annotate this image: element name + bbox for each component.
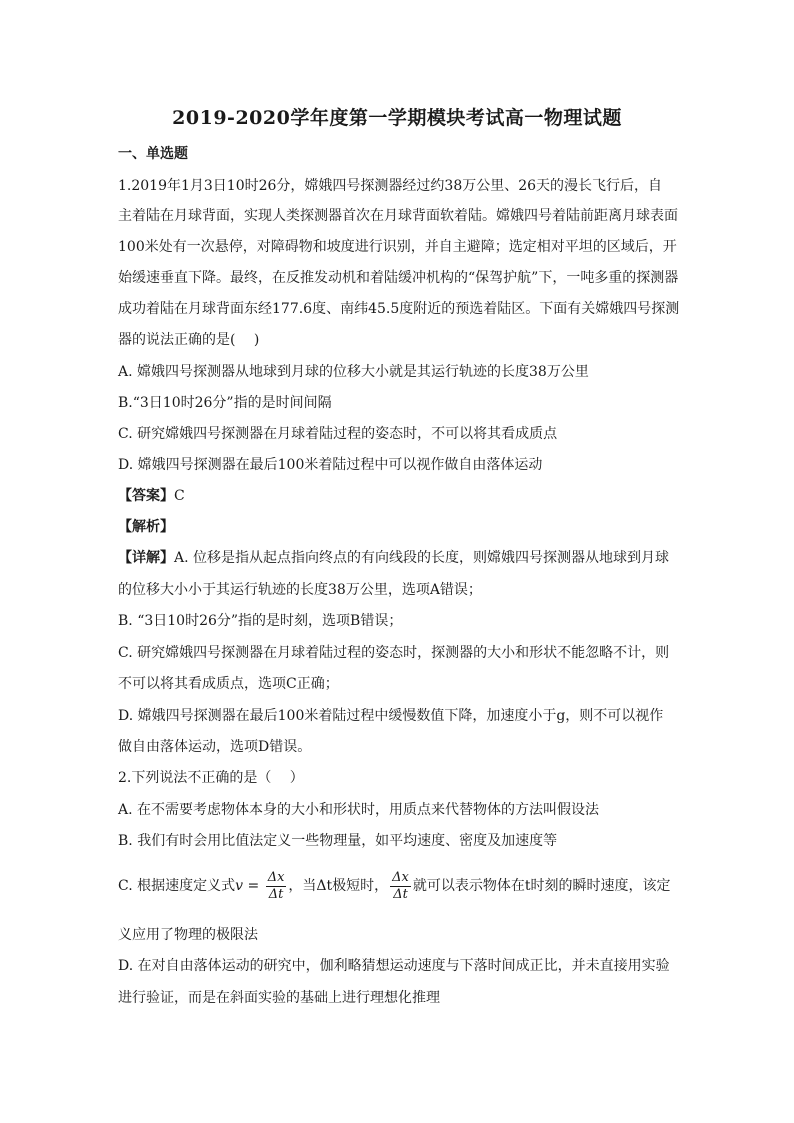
q1-stem-line-1: 1.2019年1月3日10时26分，嫦娥四号探测器经过约38万公里、26天的漫长飞行后，自 — [118, 178, 663, 194]
q1-analysis-label: 【解析】 — [118, 519, 174, 535]
q1-detail-line-4: C. 研究嫦娥四号探测器在月球着陆过程的姿态时，探测器的大小和形状不能忽略不计，则 — [118, 645, 670, 661]
q1-detail-line-1 — [118, 548, 684, 568]
q1-stem-line-2: 主着陆在月球背面，实现人类探测器首次在月球背面软着陆。嫦娥四号着陆前距离月球表面 — [118, 208, 678, 224]
fraction-numerator-2: Δx — [392, 869, 409, 885]
exam-title: 2019-2020学年度第一学期模块考试高一物理试题 — [172, 107, 622, 129]
q1-option-b: B.“3日10时26分”指的是时间间隔 — [118, 395, 332, 411]
equals-sign: = — [243, 878, 264, 894]
q2-option-b: B. 我们有时会用比值法定义一些物理量，如平均速度、密度及加速度等 — [118, 833, 558, 849]
fraction-dx-dt — [266, 870, 287, 903]
q1-stem-line-3: 100米处有一次悬停，对障碍物和坡度进行识别，并自主避障；选定相对平坦的区域后，开 — [118, 239, 677, 255]
q1-stem-line-5: 成功着陆在月球背面东经177.6度、南纬45.5度附近的预选着陆区。下面有关嫦娥四号探测 — [118, 301, 680, 317]
q1-stem-line-6: 器的说法正确的是( ) — [118, 332, 260, 348]
velocity-symbol: v — [235, 878, 244, 894]
detail-label: 【详解】 — [118, 550, 174, 566]
q1-detail-line-6: D. 嫦娥四号探测器在最后100米着陆过程中缓慢数值下降，加速度小于g，则不可以视作 — [118, 708, 664, 724]
answer-label: 【答案】 — [118, 488, 174, 504]
q2-option-a: A. 在不需要考虑物体本身的大小和形状时，用质点来代替物体的方法叫假设法 — [118, 802, 600, 818]
detail-text-1: A. 位移是指从起点指向终点的有向线段的长度，则嫦娥四号探测器从地球到月球 — [174, 550, 670, 566]
q1-stem-line-4: 始缓速垂直下降。最终，在反推发动机和着陆缓冲机构的“保驾护航”下，一吨多重的探测器 — [118, 270, 679, 286]
q1-detail-line-2: 的位移大小小于其运行轨迹的长度38万公里，选项A错误； — [118, 582, 482, 598]
q1-detail-line-3: B. “3日10时26分”指的是时刻，选项B错误； — [118, 613, 403, 629]
q2-option-c — [118, 868, 684, 904]
q2-option-c-text-2: ，当Δt极短时， — [288, 878, 389, 894]
q2-option-c-text-3: 就可以表示物体在t时刻的瞬时速度，该定 — [412, 878, 671, 894]
q1-option-d: D. 嫦娥四号探测器在最后100米着陆过程中可以视作做自由落体运动 — [118, 457, 543, 473]
answer-value: C — [174, 488, 185, 504]
q2-option-d-line-1: D. 在对自由落体运动的研究中，伽利略猜想运动速度与下落时间成正比，并未直接用实验 — [118, 958, 670, 974]
fraction-denominator: Δt — [268, 886, 284, 902]
q1-detail-line-7: 做自由落体运动，选项D错误。 — [118, 739, 312, 755]
fraction-dx-dt-2 — [390, 870, 411, 903]
fraction-denominator-2: Δt — [393, 886, 408, 902]
section-heading: 一、单选题 — [118, 146, 188, 162]
q1-detail-line-5: 不可以将其看成质点，选项C正确； — [118, 676, 339, 692]
q2-option-c-line-2: 义应用了物理的极限法 — [118, 927, 258, 943]
q1-answer — [118, 486, 684, 506]
fraction-numerator: Δx — [267, 869, 285, 885]
q1-option-a: A. 嫦娥四号探测器从地球到月球的位移大小就是其运行轨迹的长度38万公里 — [118, 364, 589, 380]
q2-stem: 2.下列说法不正确的是（ ） — [118, 770, 304, 786]
q2-option-c-text-1: C. 根据速度定义式 — [118, 878, 236, 894]
q2-option-d-line-2: 进行验证，而是在斜面实验的基础上进行理想化推理 — [118, 990, 440, 1006]
q1-option-c: C. 研究嫦娥四号探测器在月球着陆过程的姿态时，不可以将其看成质点 — [118, 426, 558, 442]
